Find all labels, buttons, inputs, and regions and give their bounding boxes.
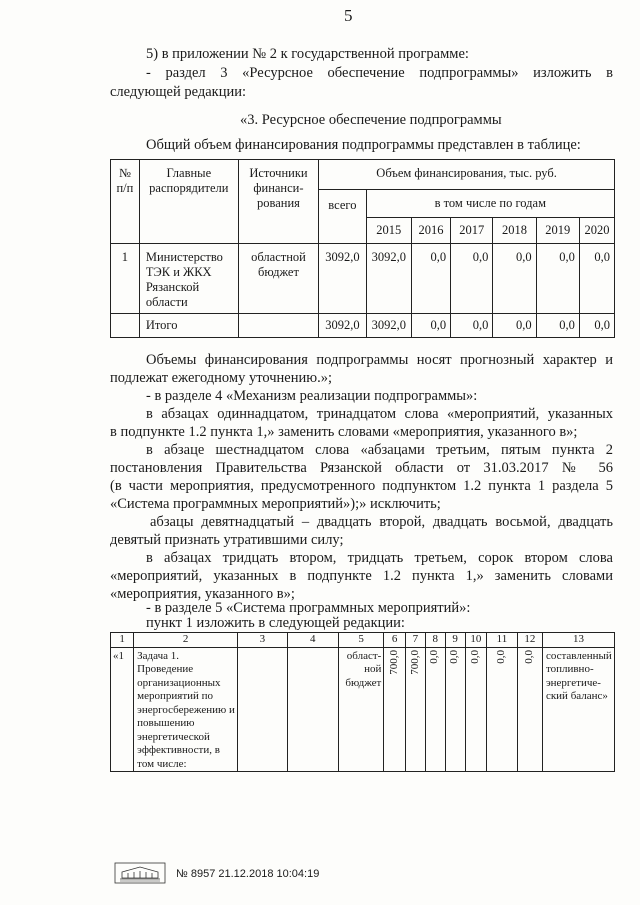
item-5-intro: 5) в приложении № 2 к государственной программе:	[146, 46, 469, 62]
header-year: 2019	[536, 218, 579, 244]
cell-result: составленный топливно-энергетиче-ский баланс»	[542, 647, 614, 772]
total-value: 0,0	[579, 314, 614, 338]
paragraph: в абзацах одиннадцатом, тринадцатом слова «мероприятий, указанных	[146, 406, 613, 422]
paragraph: Объемы финансирования подпрограммы носят прогнозный характер и	[146, 352, 613, 368]
measures-table	[110, 632, 615, 772]
total-value: 0,0	[411, 314, 450, 338]
col-header: 7	[405, 633, 425, 648]
col-header: 10	[465, 633, 487, 648]
paragraph: (в части мероприятия, предусмотренного подпунктом 1.2 пункта 1 раздела 5	[110, 478, 613, 494]
header-by-years: в том числе по годам	[366, 190, 614, 218]
row-manager: Министерство ТЭК и ЖКХ Рязанской области	[139, 244, 238, 314]
header-year: 2015	[366, 218, 411, 244]
cell-task: Задача 1. Проведение организационных мероприятий по энергосбережению и повышению энергетической эффективности, в том числе:	[134, 647, 238, 772]
document-registration-number: № 8957 21.12.2018 10:04:19	[176, 868, 320, 880]
row-value: 0,0	[451, 244, 493, 314]
paragraph: в абзаце шестнадцатом слова «абзацами третьим, пятым пункта 2	[146, 442, 613, 458]
paragraph: «мероприятий, указанных в подпункте 1.2 пункта 1,» заменить словами	[110, 568, 613, 584]
col-header: 8	[425, 633, 445, 648]
row-source: областной бюджет	[238, 244, 318, 314]
paragraph: в подпункте 1.2 пункта 1,» заменить словами «мероприятия, указанного в»;	[110, 424, 578, 440]
cell-number: «1	[111, 647, 134, 772]
table-row	[111, 244, 615, 314]
col-header: 5	[338, 633, 383, 648]
paragraph: подлежат ежегодному уточнению.»;	[110, 370, 332, 386]
col-header: 13	[542, 633, 614, 648]
section-3-instruction-cont: следующей редакции:	[110, 84, 247, 100]
paragraph: - в разделе 5 «Система программных мероприятий»:	[146, 600, 471, 616]
row-num: 1	[111, 244, 140, 314]
cell-vertical-value: 700,0	[408, 649, 421, 675]
cell-vertical-value: 0,0	[495, 649, 508, 664]
col-header: 4	[287, 633, 338, 648]
header-sources: Источники финанси-рования	[238, 160, 318, 244]
total-value: 0,0	[493, 314, 536, 338]
col-header: 1	[111, 633, 134, 648]
paragraph: «Система программных мероприятий»);» исключить;	[110, 496, 441, 512]
col-header: 12	[517, 633, 542, 648]
table-row-total	[111, 314, 615, 338]
paragraph: в абзацах тридцать втором, тридцать третьем, сорок втором слова	[146, 550, 613, 566]
paragraph: абзацы девятнадцатый – двадцать второй, двадцать восьмой, двадцать	[150, 514, 613, 530]
row-value: 3092,0	[366, 244, 411, 314]
col-header: 9	[445, 633, 465, 648]
paragraph: пункт 1 изложить в следующей редакции:	[146, 615, 405, 631]
cell-empty	[287, 647, 338, 772]
header-year: 2016	[411, 218, 450, 244]
cell-vertical-value: 0,0	[523, 649, 536, 664]
total-sum: 3092,0	[319, 314, 366, 338]
total-value: 3092,0	[366, 314, 411, 338]
government-building-icon	[114, 862, 166, 884]
row-total: 3092,0	[319, 244, 366, 314]
total-value: 0,0	[536, 314, 579, 338]
paragraph: «мероприятия, указанного в»;	[110, 586, 295, 602]
header-year: 2018	[493, 218, 536, 244]
cell-source: област-ной бюджет	[338, 647, 383, 772]
row-value: 0,0	[536, 244, 579, 314]
section-title: «3. Ресурсное обеспечение подпрограммы	[240, 112, 502, 128]
financing-table	[110, 159, 615, 338]
paragraph: - в разделе 4 «Механизм реализации подпрограммы»:	[146, 388, 478, 404]
cell-vertical-value: 0,0	[448, 649, 461, 664]
cell-vertical-value: 0,0	[428, 649, 441, 664]
table-row	[111, 647, 615, 772]
row-value: 0,0	[579, 244, 614, 314]
paragraph: девятый признать утратившими силу;	[110, 532, 344, 548]
paragraph: постановления Правительства Рязанской области от 31.03.2017 № 56	[110, 460, 613, 476]
header-volume: Объем финансирования, тыс. руб.	[319, 160, 615, 190]
col-header: 2	[134, 633, 238, 648]
total-label: Итого	[139, 314, 238, 338]
col-header: 11	[487, 633, 518, 648]
total-value: 0,0	[451, 314, 493, 338]
col-header: 3	[238, 633, 287, 648]
header-total: всего	[319, 190, 366, 244]
cell-empty	[238, 647, 287, 772]
cell-vertical-value: 0,0	[469, 649, 482, 664]
table-intro: Общий объем финансирования подпрограммы представлен в таблице:	[146, 137, 581, 153]
row-value: 0,0	[493, 244, 536, 314]
row-value: 0,0	[411, 244, 450, 314]
cell-vertical-value: 700,0	[387, 649, 400, 675]
col-header: 6	[384, 633, 406, 648]
header-year: 2017	[451, 218, 493, 244]
section-3-instruction: - раздел 3 «Ресурсное обеспечение подпрограммы» изложить в	[146, 65, 613, 81]
header-num: № п/п	[111, 160, 140, 244]
header-year: 2020	[579, 218, 614, 244]
header-managers: Главные распорядители	[139, 160, 238, 244]
page-number: 5	[344, 6, 353, 25]
